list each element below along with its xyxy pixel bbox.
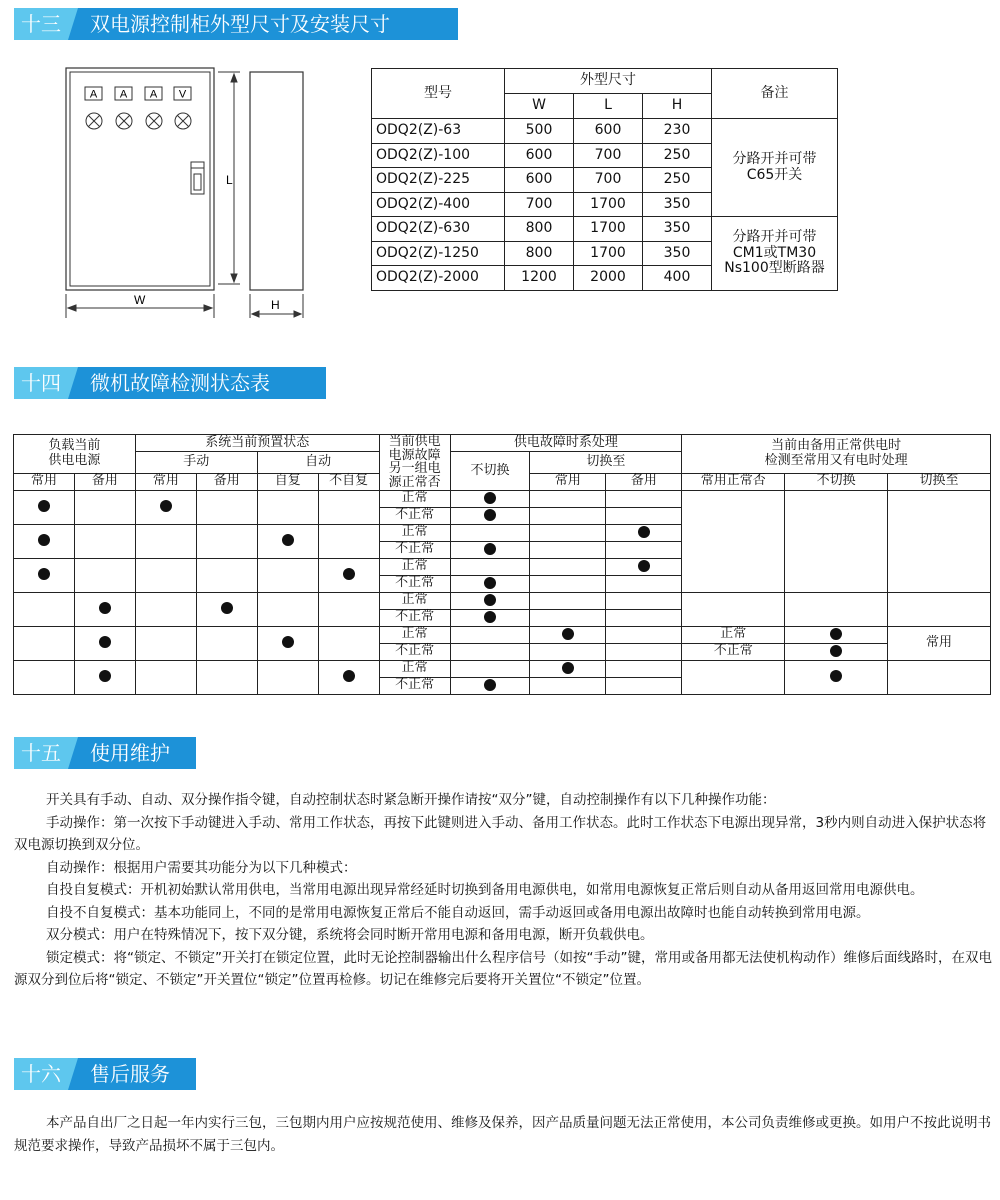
mark-cell bbox=[450, 541, 530, 558]
h-cell: 350 bbox=[643, 192, 712, 217]
note-line: 分路开并可带 bbox=[732, 229, 817, 246]
mark-cell bbox=[257, 626, 318, 660]
state-abnormal: 不正常 bbox=[379, 643, 450, 660]
section-15-header bbox=[14, 737, 196, 769]
header-common: 常用 bbox=[14, 473, 75, 490]
l-cell: 1700 bbox=[574, 241, 643, 266]
header-line: 当前由备用正常供电时 bbox=[771, 438, 902, 454]
header-spare: 备用 bbox=[74, 473, 135, 490]
dot-marker bbox=[562, 628, 574, 640]
fault-status-table bbox=[13, 434, 991, 695]
backup-normal: 正常 bbox=[682, 626, 785, 643]
meter-label: A bbox=[119, 88, 128, 101]
dot-marker bbox=[343, 568, 355, 580]
mark-cell bbox=[74, 592, 135, 626]
mark-cell bbox=[74, 660, 135, 694]
meter-label: A bbox=[89, 88, 98, 101]
dimension-label-l: L bbox=[226, 173, 233, 187]
state-normal: 正常 bbox=[379, 592, 450, 609]
header-l: L bbox=[574, 94, 643, 119]
l-cell: 700 bbox=[574, 168, 643, 193]
state-normal: 正常 bbox=[379, 558, 450, 575]
cabinet-side-outline bbox=[250, 72, 303, 290]
maintenance-text bbox=[14, 789, 994, 992]
header-note: 备注 bbox=[712, 69, 838, 119]
mark-cell bbox=[450, 490, 530, 507]
dot-marker bbox=[484, 679, 496, 691]
table-row bbox=[372, 217, 838, 242]
h-cell: 250 bbox=[643, 143, 712, 168]
header-current-fault bbox=[379, 435, 450, 491]
model-cell: ODQ2(Z)-630 bbox=[372, 217, 505, 242]
mark-cell bbox=[14, 558, 75, 592]
mark-cell bbox=[450, 575, 530, 592]
model-cell: ODQ2(Z)-400 bbox=[372, 192, 505, 217]
paragraph: 锁定模式：将“锁定、不锁定”开关打在锁定位置，此时无论控制器输出什么程序信号（如按“手动”键，常用或备用都无法使机构动作）维修后面线路时，在双电源双分到位后将“锁定、不锁定”开关置位“锁定”位置再检修。切记在维修完后要将开关置位“不锁定”位置。 bbox=[14, 949, 992, 988]
header-switchto: 切换至 bbox=[888, 473, 991, 490]
section-title: 售后服务 bbox=[68, 1058, 196, 1090]
dot-marker bbox=[38, 500, 50, 512]
header-preset: 系统当前预置状态 bbox=[135, 435, 379, 452]
dot-marker bbox=[343, 670, 355, 682]
cabinet-dimension-drawing bbox=[60, 62, 320, 322]
dot-marker bbox=[484, 492, 496, 504]
dot-marker bbox=[830, 628, 842, 640]
mark-cell bbox=[450, 507, 530, 524]
model-cell: ODQ2(Z)-100 bbox=[372, 143, 505, 168]
paragraph: 本产品自出厂之日起一年内实行三包，三包期内用户应按规范使用、维修及保养，因产品质量问题无法正常使用，本公司负责维修或更换。如用户不按此说明书规范要求操作，导致产品损坏不属于三包内。 bbox=[14, 1115, 991, 1154]
model-cell: ODQ2(Z)-2000 bbox=[372, 266, 505, 291]
header-line: 供电电源 bbox=[48, 452, 101, 468]
dot-marker bbox=[484, 611, 496, 623]
header-line: 检测至常用又有电时处理 bbox=[764, 452, 908, 468]
header-common: 常用 bbox=[530, 473, 606, 490]
dot-marker bbox=[830, 670, 842, 682]
indicator-lamps bbox=[86, 113, 191, 129]
dot-marker bbox=[484, 577, 496, 589]
note-cell-2 bbox=[712, 217, 838, 291]
note-line: 分路开并可带 bbox=[732, 151, 817, 168]
header-line: 另一组电 bbox=[388, 461, 441, 477]
mark-cell bbox=[785, 626, 888, 643]
header-common: 常用 bbox=[135, 473, 196, 490]
section-title: 双电源控制柜外型尺寸及安装尺寸 bbox=[68, 8, 458, 40]
section-number: 十三 bbox=[14, 8, 68, 40]
mark-cell bbox=[74, 626, 135, 660]
header-noswitch: 不切换 bbox=[785, 473, 888, 490]
mark-cell bbox=[257, 524, 318, 558]
meter-row bbox=[85, 87, 191, 101]
note-line: Ns100型断路器 bbox=[724, 259, 825, 276]
state-abnormal: 不正常 bbox=[379, 541, 450, 558]
l-cell: 1700 bbox=[574, 192, 643, 217]
l-cell: 700 bbox=[574, 143, 643, 168]
model-cell: ODQ2(Z)-1250 bbox=[372, 241, 505, 266]
note-line: C65开关 bbox=[746, 166, 803, 183]
header-line: 当前供电 bbox=[388, 434, 441, 449]
paragraph: 自投不自复模式：基本功能同上，不同的是常用电源恢复正常后不能自动返回，需手动返回或备用电源出故障时也能自动转换到常用电源。 bbox=[46, 904, 870, 921]
state-abnormal: 不正常 bbox=[379, 507, 450, 524]
door-handle-icon bbox=[191, 162, 204, 194]
header-spare: 备用 bbox=[196, 473, 257, 490]
mark-cell bbox=[785, 660, 888, 694]
mark-cell bbox=[785, 643, 888, 660]
header-backup bbox=[682, 435, 991, 474]
mark-cell bbox=[450, 592, 530, 609]
section-13-header bbox=[14, 8, 458, 40]
w-cell: 600 bbox=[505, 168, 574, 193]
state-normal: 正常 bbox=[379, 490, 450, 507]
mark-cell bbox=[606, 558, 682, 575]
model-cell: ODQ2(Z)-225 bbox=[372, 168, 505, 193]
section-number: 十五 bbox=[14, 737, 68, 769]
mark-cell bbox=[450, 677, 530, 694]
header-line: 负载当前 bbox=[48, 438, 101, 454]
header-selfreset: 自复 bbox=[257, 473, 318, 490]
note-cell-1 bbox=[712, 119, 838, 217]
header-switchto: 切换至 bbox=[530, 452, 682, 474]
w-cell: 800 bbox=[505, 217, 574, 242]
dot-marker bbox=[160, 500, 172, 512]
header-dims: 外型尺寸 bbox=[505, 69, 712, 94]
table-row bbox=[372, 119, 838, 144]
header-model: 型号 bbox=[372, 69, 505, 119]
mark-cell bbox=[318, 660, 379, 694]
mark-cell bbox=[14, 524, 75, 558]
mark-cell bbox=[14, 490, 75, 524]
paragraph: 手动操作：第一次按下手动键进入手动、常用工作状态，再按下此键则进入手动、备用工作状态。此时工作状态下电源出现异常，3秒内则自动进入保护状态将双电源切换到双分位。 bbox=[14, 814, 987, 853]
table-row bbox=[14, 660, 991, 677]
section-14-header bbox=[14, 367, 326, 399]
meter-label: V bbox=[178, 88, 187, 101]
backup-abnormal: 不正常 bbox=[682, 643, 785, 660]
dot-marker bbox=[282, 636, 294, 648]
state-abnormal: 不正常 bbox=[379, 609, 450, 626]
header-load bbox=[14, 435, 136, 474]
header-auto: 自动 bbox=[257, 452, 379, 474]
h-cell: 350 bbox=[643, 241, 712, 266]
l-cell: 600 bbox=[574, 119, 643, 144]
mark-cell bbox=[318, 558, 379, 592]
header-spare: 备用 bbox=[606, 473, 682, 490]
switch-target: 常用 bbox=[888, 626, 991, 660]
state-abnormal: 不正常 bbox=[379, 575, 450, 592]
table-row bbox=[14, 626, 991, 643]
header-manual: 手动 bbox=[135, 452, 257, 474]
section-16-header bbox=[14, 1058, 196, 1090]
state-normal: 正常 bbox=[379, 524, 450, 541]
h-cell: 400 bbox=[643, 266, 712, 291]
dot-marker bbox=[38, 534, 50, 546]
model-cell: ODQ2(Z)-63 bbox=[372, 119, 505, 144]
meter-label: A bbox=[149, 88, 158, 101]
header-h: H bbox=[643, 94, 712, 119]
header-line: 源正常否 bbox=[388, 474, 441, 490]
section-title: 微机故障检测状态表 bbox=[68, 367, 326, 399]
dot-marker bbox=[99, 602, 111, 614]
section-title: 使用维护 bbox=[68, 737, 196, 769]
w-cell: 600 bbox=[505, 143, 574, 168]
h-cell: 230 bbox=[643, 119, 712, 144]
dot-marker bbox=[282, 534, 294, 546]
note-line: CM1或TM30 bbox=[732, 244, 817, 261]
dot-marker bbox=[221, 602, 233, 614]
paragraph: 双分模式：用户在特殊情况下，按下双分键，系统将会同时断开常用电源和备用电源，断开负载供电。 bbox=[46, 927, 654, 943]
mark-cell bbox=[530, 626, 606, 643]
header-common-ok: 常用正常否 bbox=[682, 473, 785, 490]
cabinet-front-outline bbox=[66, 68, 214, 290]
dot-marker bbox=[99, 670, 111, 682]
header-line: 电源故障 bbox=[388, 447, 441, 463]
l-cell: 1700 bbox=[574, 217, 643, 242]
cabinet-front-inner bbox=[70, 72, 210, 286]
header-fault-handling: 供电故障时系处理 bbox=[450, 435, 682, 452]
w-cell: 500 bbox=[505, 119, 574, 144]
dot-marker bbox=[38, 568, 50, 580]
dot-marker bbox=[484, 543, 496, 555]
dot-marker bbox=[562, 662, 574, 674]
header-noswitch: 不切换 bbox=[450, 452, 530, 491]
dot-marker bbox=[484, 509, 496, 521]
paragraph: 自投自复模式：开机初始默认常用供电，当常用电源出现异常经延时切换到备用电源供电，如常用电源恢复正常后则自动从备用返回常用电源供电。 bbox=[46, 882, 924, 898]
w-cell: 1200 bbox=[505, 266, 574, 291]
paragraph: 开关具有手动、自动、双分操作指令键，自动控制状态时紧急断开操作请按“双分”键，自动控制操作有以下几种操作功能： bbox=[46, 792, 776, 808]
state-abnormal: 不正常 bbox=[379, 677, 450, 694]
section-number: 十六 bbox=[14, 1058, 68, 1090]
mark-cell bbox=[135, 490, 196, 524]
mark-cell bbox=[196, 592, 257, 626]
w-cell: 800 bbox=[505, 241, 574, 266]
dot-marker bbox=[484, 594, 496, 606]
mark-cell bbox=[530, 660, 606, 677]
l-cell: 2000 bbox=[574, 266, 643, 291]
mark-cell bbox=[450, 609, 530, 626]
service-text bbox=[14, 1112, 994, 1157]
mark-cell bbox=[606, 524, 682, 541]
h-cell: 350 bbox=[643, 217, 712, 242]
dot-marker bbox=[99, 636, 111, 648]
dimension-label-w: W bbox=[134, 293, 146, 307]
table-row bbox=[14, 592, 991, 609]
dot-marker bbox=[638, 560, 650, 572]
h-cell: 250 bbox=[643, 168, 712, 193]
header-w: W bbox=[505, 94, 574, 119]
dimension-table bbox=[371, 68, 838, 291]
dot-marker bbox=[638, 526, 650, 538]
state-normal: 正常 bbox=[379, 626, 450, 643]
paragraph: 自动操作：根据用户需要其功能分为以下几种模式： bbox=[46, 859, 357, 876]
header-noselfreset: 不自复 bbox=[318, 473, 379, 490]
table-row bbox=[14, 490, 991, 507]
dimension-label-h: H bbox=[271, 298, 280, 312]
section-number: 十四 bbox=[14, 367, 68, 399]
state-normal: 正常 bbox=[379, 660, 450, 677]
w-cell: 700 bbox=[505, 192, 574, 217]
dot-marker bbox=[830, 645, 842, 657]
